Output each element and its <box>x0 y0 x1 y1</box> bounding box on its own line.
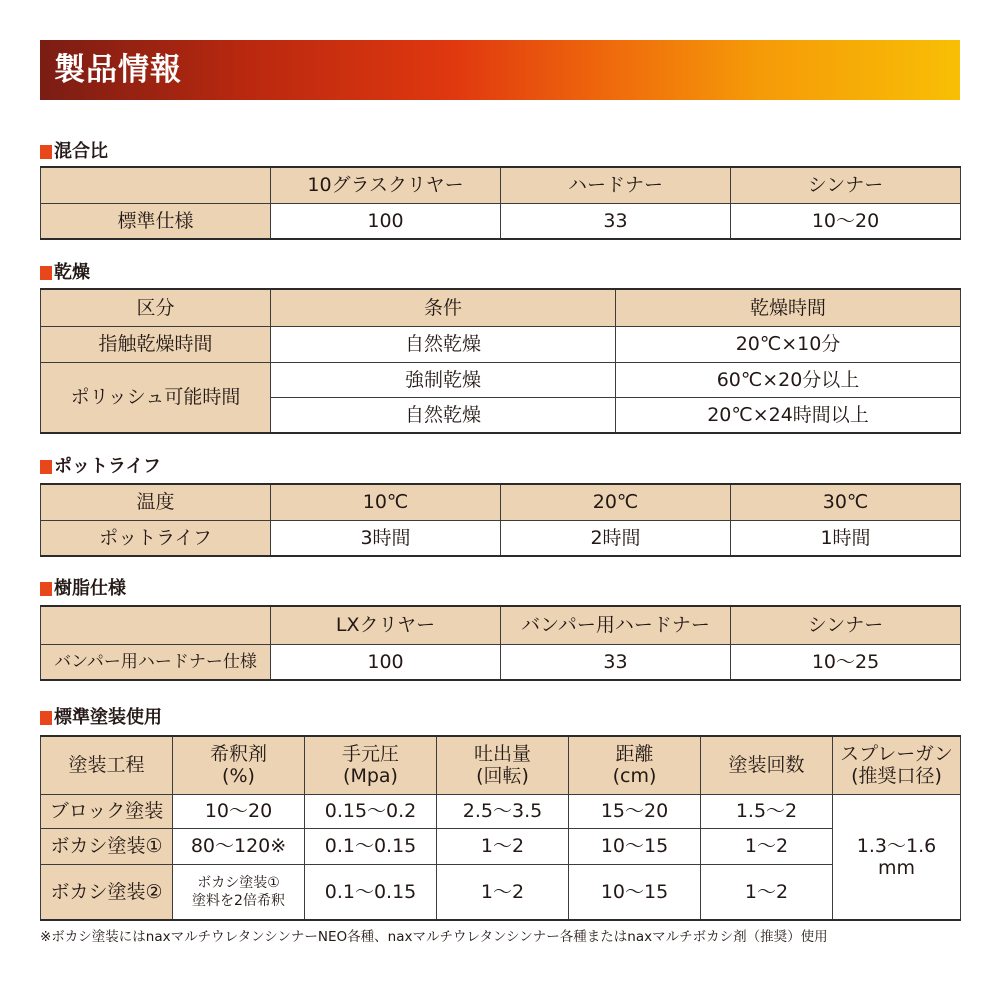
section-label: 標準塗装使用 <box>54 707 162 728</box>
table-cell: 10〜20 <box>173 794 305 828</box>
table-cell: 10〜15 <box>569 864 701 920</box>
header-cell <box>41 167 271 203</box>
square-bullet-icon <box>40 711 52 725</box>
row-label: 指触乾燥時間 <box>41 326 271 362</box>
table-header-row <box>41 484 961 520</box>
table-row <box>41 828 961 864</box>
header-cell-process: 塗装工程 <box>41 736 173 794</box>
square-bullet-icon <box>40 582 52 596</box>
header-cell: 区分 <box>41 289 271 326</box>
header-cell: シンナー <box>731 606 961 644</box>
table-cell: 0.1〜0.15 <box>305 864 437 920</box>
header-cell <box>41 606 271 644</box>
header-cell-discharge: 吐出量 (回転) <box>437 736 569 794</box>
table-cell: 1時間 <box>731 520 961 556</box>
header-cell-thinner: 希釈剤 (%) <box>173 736 305 794</box>
header-cell: 10グラスクリヤー <box>271 167 501 203</box>
header-cell-distance: 距離 (cm) <box>569 736 701 794</box>
header-cell-pressure: 手元圧 (Mpa) <box>305 736 437 794</box>
pot-life-table <box>40 483 961 557</box>
header-cell: 条件 <box>271 289 616 326</box>
table-row <box>41 203 961 239</box>
table-cell: 20℃×10分 <box>616 326 961 362</box>
mixing-ratio-table <box>40 166 961 240</box>
header-cell: シンナー <box>731 167 961 203</box>
table-cell: 1〜2 <box>437 828 569 864</box>
square-bullet-icon <box>40 266 52 280</box>
header-cell: バンパー用ハードナー <box>501 606 731 644</box>
header-cell: 30℃ <box>731 484 961 520</box>
section-label: 樹脂仕様 <box>54 578 126 599</box>
table-cell: 自然乾燥 <box>271 326 616 362</box>
table-cell: 1.5〜2 <box>701 794 833 828</box>
section-label: ポットライフ <box>54 456 161 477</box>
table-row <box>41 644 961 680</box>
header-cell-spray-gun: スプレーガン (推奨口径) <box>833 736 961 794</box>
section-title-mixing-ratio <box>40 141 108 163</box>
header-cell: 20℃ <box>501 484 731 520</box>
table-header-row <box>41 289 961 326</box>
table-cell: ボカシ塗装① 塗料を2倍希釈 <box>173 864 305 920</box>
product-info-banner <box>40 40 960 100</box>
square-bullet-icon <box>40 145 52 159</box>
table-row <box>41 794 961 828</box>
table-cell: 33 <box>501 644 731 680</box>
table-cell: 自然乾燥 <box>271 397 616 433</box>
section-title-resin-spec <box>40 578 126 600</box>
header-cell-coats: 塗装回数 <box>701 736 833 794</box>
table-cell: 2時間 <box>501 520 731 556</box>
table-header-row <box>41 606 961 644</box>
table-header-row <box>41 736 961 794</box>
header-cell: 温度 <box>41 484 271 520</box>
table-cell: 1〜2 <box>437 864 569 920</box>
table-cell: 0.15〜0.2 <box>305 794 437 828</box>
table-cell: 0.1〜0.15 <box>305 828 437 864</box>
table-cell: 3時間 <box>271 520 501 556</box>
table-cell: 15〜20 <box>569 794 701 828</box>
table-cell: 100 <box>271 644 501 680</box>
table-cell: 20℃×24時間以上 <box>616 397 961 433</box>
row-label: ボカシ塗装② <box>41 864 173 920</box>
header-cell: LXクリヤー <box>271 606 501 644</box>
resin-spec-table <box>40 605 961 681</box>
table-row <box>41 362 961 397</box>
drying-table <box>40 288 961 434</box>
row-label: 標準仕様 <box>41 203 271 239</box>
table-cell: 33 <box>501 203 731 239</box>
table-header-row <box>41 167 961 203</box>
section-title-standard-painting <box>40 707 162 729</box>
section-title-drying <box>40 262 90 284</box>
table-cell: 1〜2 <box>701 828 833 864</box>
header-cell: 乾燥時間 <box>616 289 961 326</box>
table-cell: 強制乾燥 <box>271 362 616 397</box>
standard-painting-table <box>40 735 961 921</box>
table-row <box>41 326 961 362</box>
table-cell: 100 <box>271 203 501 239</box>
footnote: ※ボカシ塗装にはnaxマルチウレタンシンナーNEO各種、naxマルチウレタンシンナー各種またはnaxマルチボカシ剤（推奨）使用 <box>40 929 828 945</box>
header-cell: 10℃ <box>271 484 501 520</box>
section-label: 混合比 <box>54 141 108 162</box>
table-cell: 2.5〜3.5 <box>437 794 569 828</box>
row-label: バンパー用ハードナー仕様 <box>41 644 271 680</box>
row-label: ボカシ塗装① <box>41 828 173 864</box>
page-title: 製品情報 <box>54 52 182 88</box>
table-cell: 10〜20 <box>731 203 961 239</box>
square-bullet-icon <box>40 460 52 474</box>
table-cell: 80〜120※ <box>173 828 305 864</box>
table-cell: 1〜2 <box>701 864 833 920</box>
table-row <box>41 520 961 556</box>
table-row <box>41 864 961 920</box>
section-title-pot-life <box>40 456 161 478</box>
section-label: 乾燥 <box>54 262 90 283</box>
table-cell: 60℃×20分以上 <box>616 362 961 397</box>
table-cell: 10〜25 <box>731 644 961 680</box>
spray-gun-cell: 1.3〜1.6 mm <box>833 794 961 920</box>
row-label: ブロック塗装 <box>41 794 173 828</box>
table-cell: 10〜15 <box>569 828 701 864</box>
header-cell: ハードナー <box>501 167 731 203</box>
row-label: ポリッシュ可能時間 <box>41 362 271 433</box>
row-label: ポットライフ <box>41 520 271 556</box>
